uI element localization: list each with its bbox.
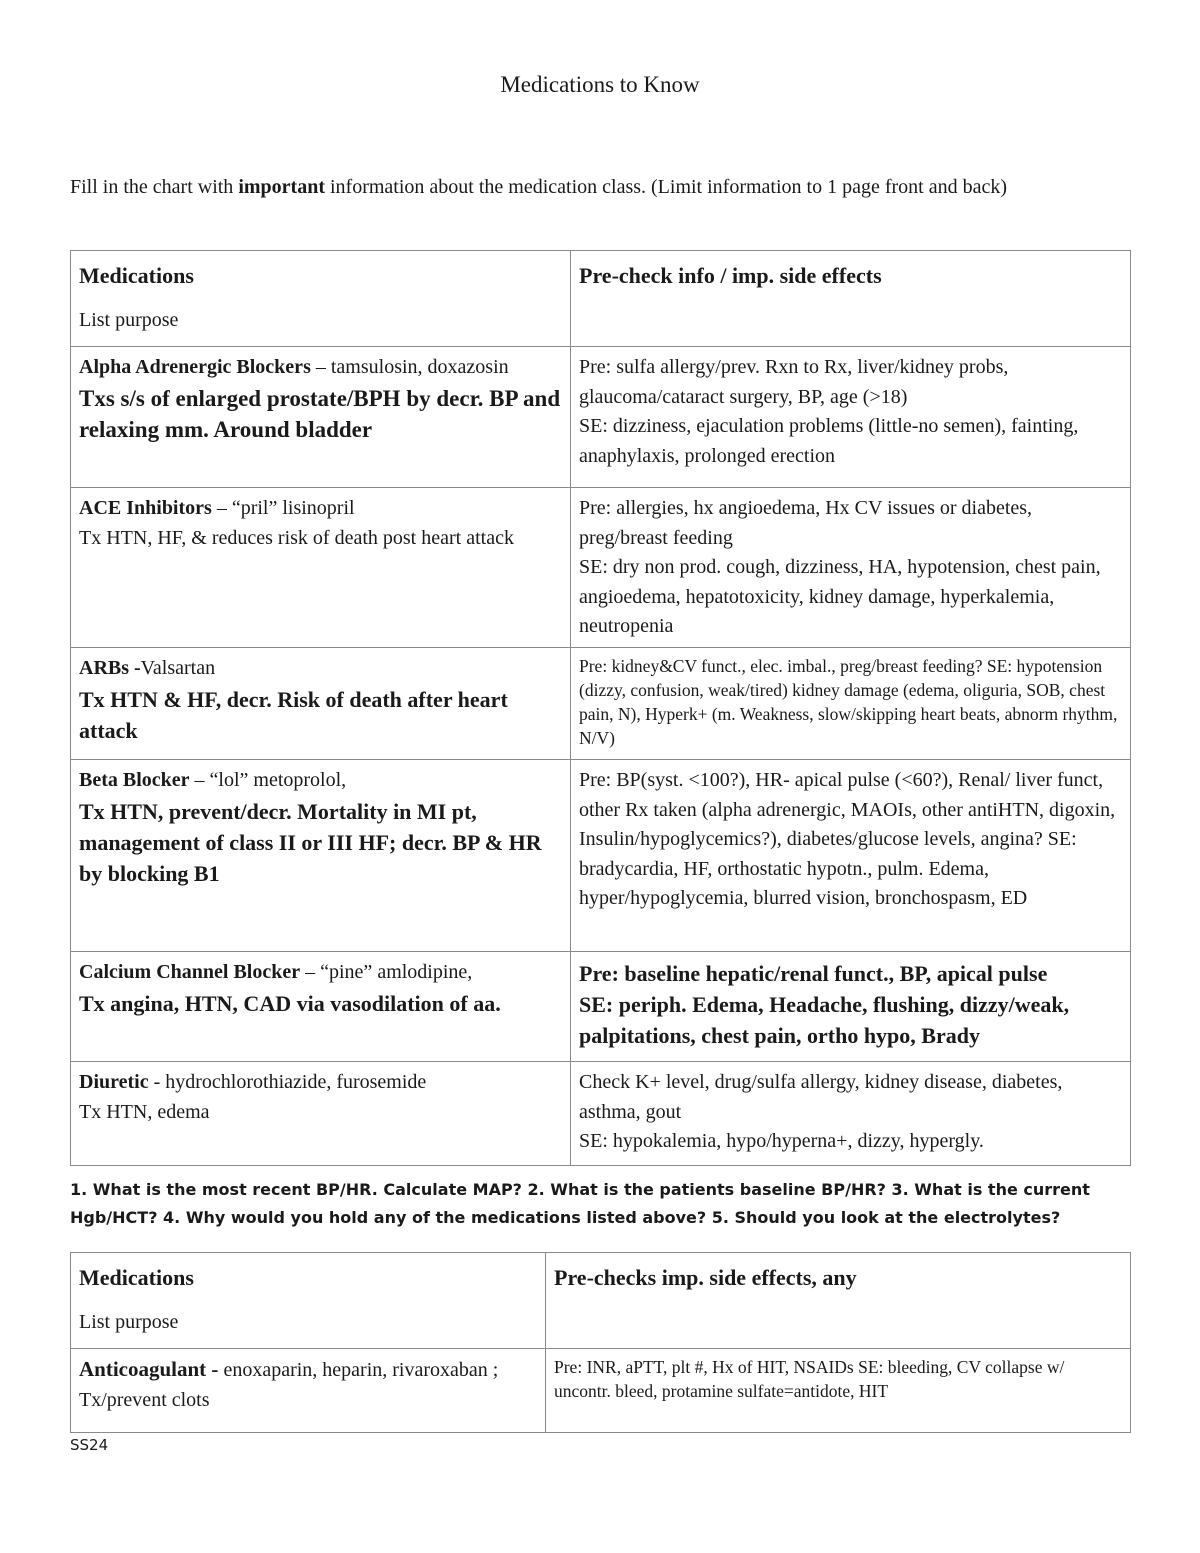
review-questions: 1. What is the most recent BP/HR. Calculate MAP? 2. What is the patients baseline BP/HR? 3. What is the current Hgb/HCT? 4. Why would you hold any of the medications listed above? 5. Should you look at the electrolytes? [70, 1180, 1090, 1227]
precheck-cell: Check K+ level, drug/sulfa allergy, kidney disease, diabetes, asthma, gout SE: hypokalemia, hypo/hyperna+, dizzy, hypergly. [571, 1062, 1131, 1166]
precheck-cell: Pre: sulfa allergy/prev. Rxn to Rx, liver/kidney probs, glaucoma/cataract surgery, BP, age (>18) SE: dizziness, ejaculation problems (little-no semen), fainting, anaphylaxis, prolonged erection [571, 347, 1131, 488]
header-cell-medications: Medications List purpose [71, 1253, 546, 1349]
medication-cell: Anticoagulant - enoxaparin, heparin, rivaroxaban ; Tx/prevent clots [71, 1349, 546, 1433]
header-cell-precheck: Pre-checks imp. side effects, any [546, 1253, 1131, 1349]
header-cell-medications: Medications List purpose [71, 251, 571, 347]
emphasis-word: important [238, 176, 325, 198]
precheck-cell: Pre: allergies, hx angioedema, Hx CV issues or diabetes, preg/breast feeding SE: dry non prod. cough, dizziness, HA, hypotension, chest pain, angioedema, hepatotoxicity, kidney damage, hyperkalemia, neutropenia [571, 488, 1131, 648]
header-cell-precheck: Pre-check info / imp. side effects [571, 251, 1131, 347]
table-row [71, 1349, 1131, 1433]
instructions: Fill in the chart with important information about the medication class. (Limit information to 1 page front and back) [70, 176, 1008, 198]
table-header-row [71, 251, 1131, 347]
medication-cell: Diuretic - hydrochlorothiazide, furosemide Tx HTN, edema [71, 1062, 571, 1166]
footer-code: SS24 [70, 1436, 109, 1454]
precheck-cell: Pre: kidney&CV funct., elec. imbal., preg/breast feeding? SE: hypotension (dizzy, confusion, weak/tired) kidney damage (edema, oliguria, SOB, chest pain, N), Hyperk+ (m. Weakness, slow/skipping heart beats, abnorm rhythm, N/V) [571, 648, 1131, 760]
medications-table-2 [70, 1252, 1131, 1433]
medication-cell: Alpha Adrenergic Blockers – tamsulosin, doxazosin Txs s/s of enlarged prostate/BPH by decr. BP and relaxing mm. Around bladder [71, 347, 571, 488]
table-row [71, 648, 1131, 760]
medication-cell: ACE Inhibitors – “pril” lisinopril Tx HTN, HF, & reduces risk of death post heart attack [71, 488, 571, 648]
medications-table-1 [70, 250, 1131, 1166]
precheck-cell: Pre: baseline hepatic/renal funct., BP, apical pulse SE: periph. Edema, Headache, flushing, dizzy/weak, palpitations, chest pain, ortho hypo, Brady [571, 952, 1131, 1062]
precheck-cell: Pre: BP(syst. <100?), HR- apical pulse (<60?), Renal/ liver funct, other Rx taken (alpha adrenergic, MAOIs, other antiHTN, digoxin, Insulin/hypoglycemics?), diabetes/glucose levels, angina? SE: bradycardia, HF, orthostatic hypotn., pulm. Edema, hyper/hypoglycemia, blurred vision, bronchospasm, ED [571, 760, 1131, 952]
page-title: Medications to Know [500, 72, 700, 97]
table-row [71, 952, 1131, 1062]
medication-cell: Beta Blocker – “lol” metoprolol, Tx HTN, prevent/decr. Mortality in MI pt, management of class II or III HF; decr. BP & HR by blocking B1 [71, 760, 571, 952]
table-row [71, 488, 1131, 648]
table-row [71, 347, 1131, 488]
table-row [71, 760, 1131, 952]
table-header-row [71, 1253, 1131, 1349]
precheck-cell: Pre: INR, aPTT, plt #, Hx of HIT, NSAIDs SE: bleeding, CV collapse w/ uncontr. bleed, protamine sulfate=antidote, HIT [546, 1349, 1131, 1433]
table-row [71, 1062, 1131, 1166]
medication-cell: ARBs -Valsartan Tx HTN & HF, decr. Risk of death after heart attack [71, 648, 571, 760]
medication-cell: Calcium Channel Blocker – “pine” amlodipine, Tx angina, HTN, CAD via vasodilation of aa. [71, 952, 571, 1062]
